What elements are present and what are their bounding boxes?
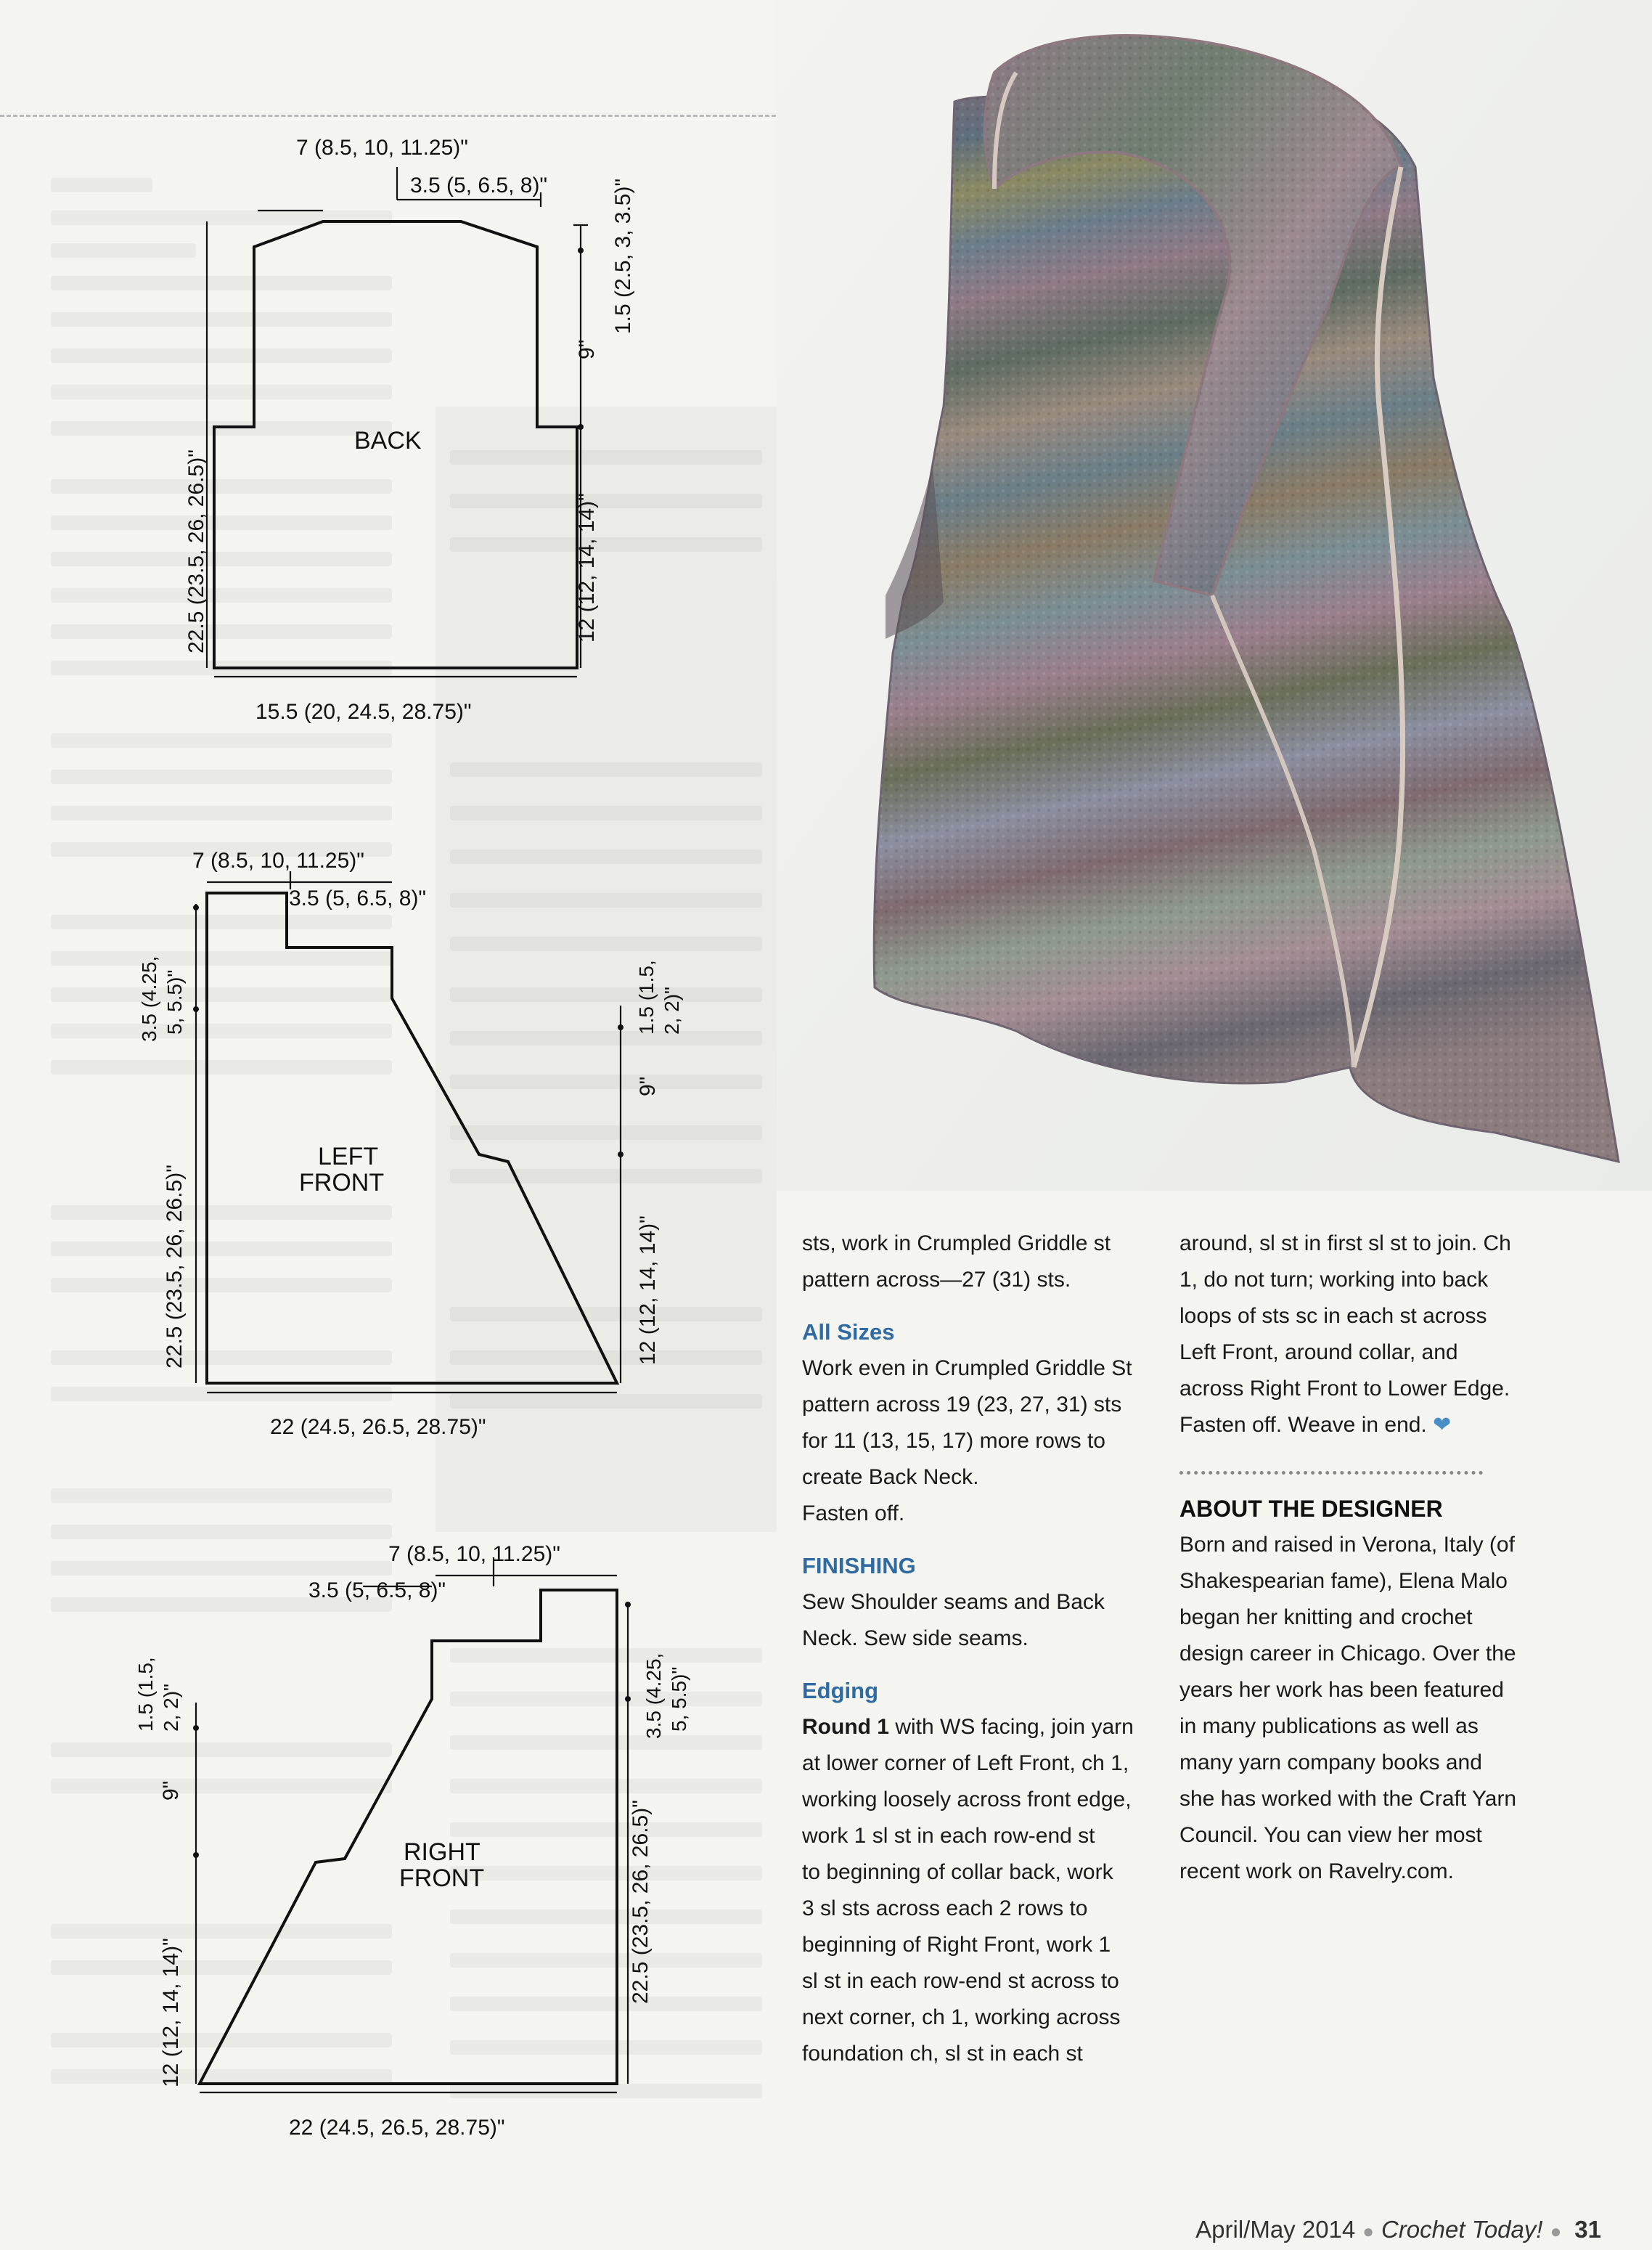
- left-front-outline: [207, 893, 617, 1383]
- right-front-shoulder-depth-1: 3.5 (4.25,: [642, 1652, 665, 1739]
- column2-line-2: 1, do not turn; working into back: [1179, 1268, 1489, 1292]
- text-column-2: [1179, 1226, 1528, 1890]
- round-1-line-8: next corner, ch 1, working across: [802, 2005, 1121, 2029]
- finishing-line-1: Sew Shoulder seams and Back: [802, 1590, 1105, 1614]
- left-front-label-1: LEFT: [318, 1143, 379, 1170]
- right-front-label-2: FRONT: [399, 1864, 485, 1892]
- left-front-total-length: 22.5 (23.5, 26, 26.5)": [163, 1165, 187, 1369]
- column2-last-line: [1179, 1407, 1528, 1443]
- left-front-side-length: 12 (12, 14, 14)": [636, 1215, 660, 1365]
- designer-divider: [1179, 1471, 1483, 1475]
- footer-bullet-icon: ●: [1362, 2220, 1374, 2242]
- back-label: BACK: [354, 427, 422, 455]
- round-1-line-9: foundation ch, sl st in each st: [802, 2042, 1083, 2066]
- round-1-line-3: work 1 sl st in each row-end st: [802, 1824, 1095, 1848]
- back-neck-depth: 1.5 (2.5, 3, 3.5)": [611, 178, 635, 334]
- finishing-line-2: Neck. Sew side seams.: [802, 1626, 1029, 1650]
- column2-line-4: Left Front, around collar, and: [1179, 1340, 1458, 1364]
- round-1-label: Round 1: [802, 1715, 889, 1739]
- back-top-width: 7 (8.5, 10, 11.25)": [296, 136, 468, 160]
- designer-heading: ABOUT THE DESIGNER: [1179, 1496, 1443, 1522]
- right-front-shoulder-depth-2: 5, 5.5)": [668, 1666, 690, 1732]
- designer-line-2: Shakespearian fame), Elena Malo: [1179, 1569, 1508, 1593]
- designer-line-4: design career in Chicago. Over the: [1179, 1642, 1516, 1666]
- designer-line-7: many yarn company books and: [1179, 1750, 1482, 1774]
- text-column-1: [802, 1226, 1143, 2072]
- left-front-piece: [138, 849, 683, 1439]
- left-front-neck-drop-1: 1.5 (1.5,: [635, 960, 658, 1035]
- left-front-shoulder-depth-2: 5, 5.5)": [163, 969, 186, 1035]
- schematic-diagrams: [0, 0, 784, 2250]
- edging-heading: Edging: [802, 1678, 879, 1703]
- fasten-off-line: Fasten off.: [802, 1501, 905, 1525]
- back-bottom-width: 15.5 (20, 24.5, 28.75)": [255, 700, 472, 724]
- round-1-line-7: sl st in each row-end st across to: [802, 1969, 1119, 1993]
- left-front-top-width: 7 (8.5, 10, 11.25)": [192, 849, 364, 873]
- round-1-line-1: at lower corner of Left Front, ch 1,: [802, 1751, 1129, 1775]
- designer-line-3: began her knitting and crochet: [1179, 1605, 1473, 1629]
- round-1-first-text: with WS facing, join yarn: [889, 1715, 1134, 1739]
- round-1-line-4: to beginning of collar back, work: [802, 1860, 1113, 1884]
- back-total-length: 22.5 (23.5, 26, 26.5)": [184, 449, 208, 653]
- schematic-svg: [0, 0, 784, 2250]
- left-front-neck-width: 3.5 (5, 6.5, 8)": [289, 886, 427, 910]
- designer-line-10: recent work on Ravelry.com.: [1179, 1859, 1454, 1883]
- round-1-line-5: 3 sl sts across each 2 rows to: [802, 1896, 1088, 1920]
- vest-illustration: [777, 0, 1652, 1191]
- all-sizes-line-3: for 11 (13, 15, 17) more rows to: [802, 1429, 1105, 1453]
- designer-line-1: Born and raised in Verona, Italy (of: [1179, 1533, 1515, 1557]
- right-front-outline: [200, 1590, 617, 2084]
- designer-line-8: she has worked with the Craft Yarn: [1179, 1787, 1517, 1811]
- column2-line-1: around, sl st in first sl st to join. Ch: [1179, 1231, 1511, 1255]
- vest-photo: [777, 0, 1652, 1191]
- right-front-bottom-width: 22 (24.5, 26.5, 28.75)": [289, 2116, 505, 2140]
- round-1-line-2: working loosely across front edge,: [802, 1788, 1132, 1811]
- right-front-neck-width: 3.5 (5, 6.5, 8)": [308, 1578, 446, 1602]
- page-number: 31: [1574, 2216, 1601, 2243]
- right-front-neck-drop-1: 1.5 (1.5,: [134, 1657, 157, 1732]
- heart-icon: ❤: [1433, 1413, 1452, 1437]
- fasten-weave-text: Fasten off. Weave in end.: [1179, 1413, 1427, 1437]
- column2-line-5: across Right Front to Lower Edge.: [1179, 1377, 1510, 1401]
- footer-magazine: Crochet Today!: [1381, 2216, 1543, 2243]
- round-1-first-line: [802, 1709, 1143, 1745]
- right-front-armhole: 9": [159, 1780, 183, 1801]
- intro-line-1: sts, work in Crumpled Griddle st: [802, 1231, 1111, 1255]
- footer-bullet-icon-2: ●: [1550, 2220, 1562, 2242]
- round-1-line-6: beginning of Right Front, work 1: [802, 1933, 1111, 1957]
- left-front-shoulder-depth-1: 3.5 (4.25,: [138, 955, 160, 1042]
- back-side-length: 12 (12, 14, 14)": [575, 493, 599, 643]
- left-front-neck-drop-2: 2, 2)": [661, 987, 683, 1035]
- designer-line-6: in many publications as well as: [1179, 1714, 1479, 1738]
- right-front-label-1: RIGHT: [404, 1838, 481, 1866]
- all-sizes-heading: All Sizes: [802, 1319, 895, 1345]
- right-front-total-length: 22.5 (23.5, 26, 26.5)": [629, 1800, 653, 2004]
- back-armhole: 9": [575, 339, 599, 359]
- finishing-heading: FINISHING: [802, 1553, 916, 1578]
- all-sizes-line-1: Work even in Crumpled Griddle St: [802, 1356, 1132, 1380]
- left-front-label-2: FRONT: [299, 1169, 385, 1197]
- footer-date: April/May 2014: [1195, 2216, 1356, 2243]
- right-front-neck-drop-2: 2, 2)": [160, 1684, 182, 1732]
- right-front-side-length: 12 (12, 14, 14)": [159, 1938, 183, 2087]
- column2-line-3: loops of sts sc in each st across: [1179, 1304, 1487, 1328]
- all-sizes-line-4: create Back Neck.: [802, 1465, 979, 1489]
- right-front-top-width: 7 (8.5, 10, 11.25)": [388, 1542, 560, 1566]
- left-front-bottom-width: 22 (24.5, 26.5, 28.75)": [270, 1415, 486, 1439]
- back-piece: [184, 136, 635, 724]
- designer-line-9: Council. You can view her most: [1179, 1823, 1482, 1847]
- designer-line-5: years her work has been featured: [1179, 1678, 1504, 1702]
- all-sizes-line-2: pattern across 19 (23, 27, 31) sts: [802, 1393, 1122, 1417]
- right-front-piece: [134, 1542, 690, 2140]
- back-neck-width: 3.5 (5, 6.5, 8)": [410, 174, 548, 197]
- intro-line-2: pattern across—27 (31) sts.: [802, 1268, 1071, 1292]
- left-front-armhole: 9": [636, 1076, 660, 1096]
- page-footer: [1195, 2216, 1601, 2243]
